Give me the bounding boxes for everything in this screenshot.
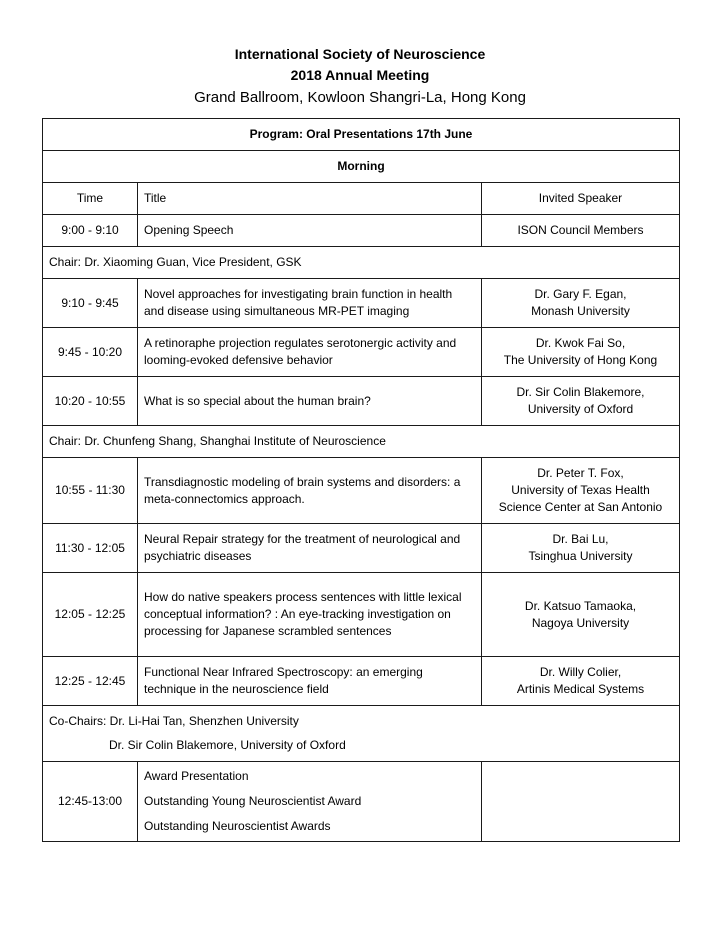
title-cell: What is so special about the human brain? [138, 377, 482, 426]
column-header-row [43, 183, 680, 215]
session-row [43, 151, 680, 183]
award-cell [138, 762, 482, 842]
time-cell: 12:45-13:00 [43, 762, 138, 842]
table-row [43, 458, 680, 524]
title-cell: Neural Repair strategy for the treatment of neurological and psychiatric diseases [138, 524, 482, 573]
time-cell: 10:20 - 10:55 [43, 377, 138, 426]
award-title: Award Presentation [144, 769, 249, 783]
cochair-primary: Co-Chairs: Dr. Li-Hai Tan, Shenzhen University [49, 714, 299, 728]
title-cell: Novel approaches for investigating brain function in health and disease using simultaneous MR-PET imaging [138, 279, 482, 328]
title-cell: Functional Near Infrared Spectroscopy: an emerging technique in the neuroscience field [138, 657, 482, 706]
society-name: International Society of Neuroscience [234, 46, 486, 62]
chair-text: Chair: Dr. Xiaoming Guan, Vice President, GSK [43, 247, 680, 279]
speaker-name: Dr. Willy Colier, [539, 665, 622, 679]
time-cell: 12:25 - 12:45 [43, 657, 138, 706]
chair-row [43, 247, 680, 279]
document-header [0, 44, 720, 109]
column-header-title: Title [138, 183, 482, 215]
speaker-name: Dr. Peter T. Fox, [537, 466, 624, 480]
title-cell: Opening Speech [138, 215, 482, 247]
speaker-cell [482, 524, 680, 573]
speaker-name: Dr. Gary F. Egan, [534, 287, 627, 301]
time-cell: 9:10 - 9:45 [43, 279, 138, 328]
award-item: Outstanding Neuroscientist Awards [144, 819, 331, 833]
cochairs-cell [43, 706, 680, 762]
speaker-cell [482, 279, 680, 328]
speaker-cell [482, 657, 680, 706]
cochairs-row [43, 706, 680, 762]
speaker-affiliation: Science Center at San Antonio [498, 500, 663, 514]
table-row [43, 328, 680, 377]
speaker-cell [482, 377, 680, 426]
table-row [43, 377, 680, 426]
meeting-title: 2018 Annual Meeting [290, 67, 430, 83]
table-row [43, 657, 680, 706]
table-row [43, 524, 680, 573]
program-title-row [43, 119, 680, 151]
speaker-name: Dr. Sir Colin Blakemore, [516, 385, 645, 399]
time-cell: 10:55 - 11:30 [43, 458, 138, 524]
speaker-cell: ISON Council Members [482, 215, 680, 247]
speaker-cell [482, 328, 680, 377]
award-item: Outstanding Young Neuroscientist Award [144, 794, 362, 808]
title-cell: Transdiagnostic modeling of brain systems and disorders: a meta-connectomics approach. [138, 458, 482, 524]
session-label: Morning [43, 151, 680, 183]
title-cell: How do native speakers process sentences with little lexical conceptual information? : An eye-tracking investigation on processing for Japanese scrambled sentences [138, 573, 482, 657]
speaker-affiliation: University of Texas Health [511, 483, 650, 497]
title-cell: A retinoraphe projection regulates serotonergic activity and looming-evoked defensive behavior [138, 328, 482, 377]
chair-text: Chair: Dr. Chunfeng Shang, Shanghai Institute of Neuroscience [43, 426, 680, 458]
speaker-name: Dr. Kwok Fai So, [535, 336, 626, 350]
speaker-affiliation: Tsinghua University [528, 549, 633, 563]
speaker-cell-empty [482, 762, 680, 842]
time-cell: 9:00 - 9:10 [43, 215, 138, 247]
column-header-time: Time [43, 183, 138, 215]
time-cell: 9:45 - 10:20 [43, 328, 138, 377]
speaker-affiliation: The University of Hong Kong [503, 353, 658, 367]
speaker-affiliation: Artinis Medical Systems [516, 682, 645, 696]
table-row [43, 279, 680, 328]
venue: Grand Ballroom, Kowloon Shangri-La, Hong Kong [194, 89, 526, 106]
time-cell: 11:30 - 12:05 [43, 524, 138, 573]
speaker-affiliation: Nagoya University [531, 615, 630, 630]
table-row [43, 573, 680, 657]
speaker-cell [482, 573, 680, 657]
program-title: Program: Oral Presentations 17th June [43, 119, 680, 151]
cochair-secondary: Dr. Sir Colin Blakemore, University of Oxford [109, 738, 346, 752]
time-cell: 12:05 - 12:25 [43, 573, 138, 657]
table-row [43, 215, 680, 247]
award-row [43, 762, 680, 842]
column-header-speaker: Invited Speaker [482, 183, 680, 215]
speaker-cell [482, 458, 680, 524]
speaker-name: Dr. Bai Lu, [552, 532, 609, 546]
chair-row [43, 426, 680, 458]
program-table [42, 118, 680, 842]
speaker-affiliation: Monash University [531, 304, 630, 318]
speaker-affiliation: University of Oxford [527, 402, 634, 416]
speaker-name: Dr. Katsuo Tamaoka, [524, 598, 637, 613]
